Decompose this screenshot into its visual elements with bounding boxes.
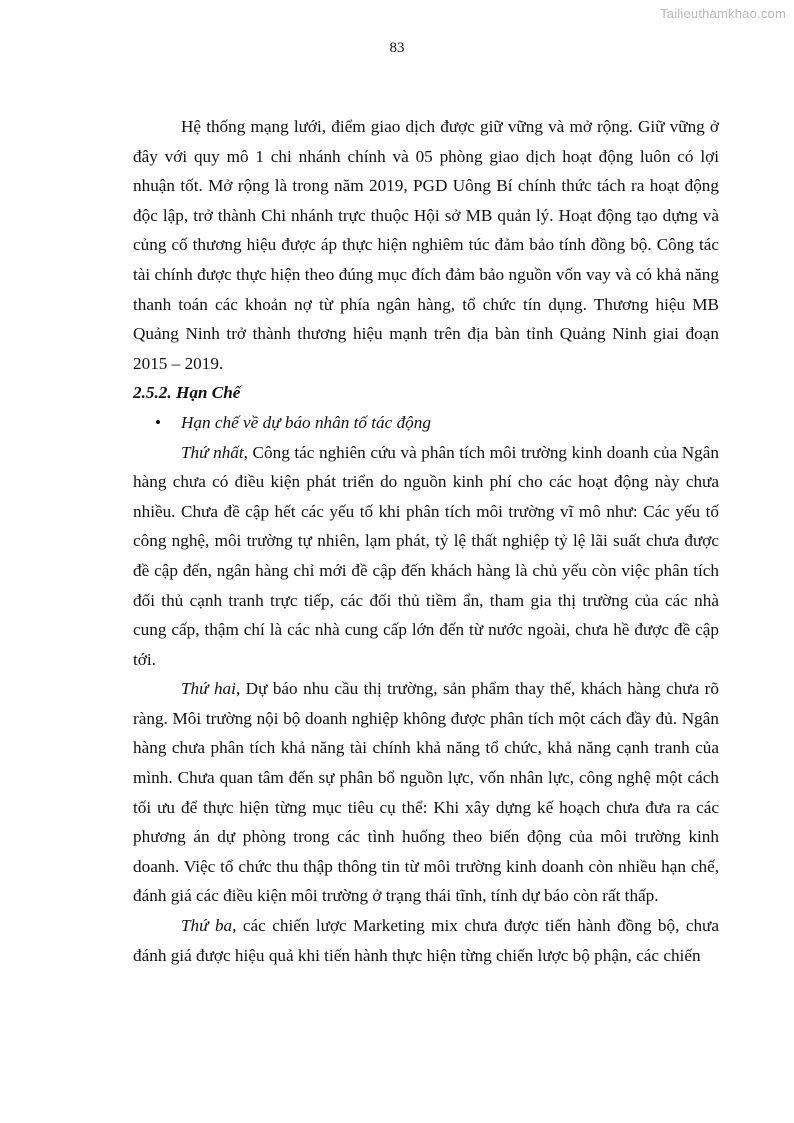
paragraph-network: Hệ thống mạng lưới, điểm giao dịch được giữ vững và mở rộng. Giữ vững ở đây với quy mô 1 chi nhánh chính và 05 phòng giao dịch hoạt động luôn có lợi nhuận tốt. Mở rộng là trong năm 2019, PGD Uông Bí chính thức tách ra hoạt động độc lập, trở thành Chi nhánh trực thuộc Hội sở MB quản lý. Hoạt động tạo dựng và củng cố thương hiệu được áp thực hiện nghiêm túc đảm bảo tính đồng bộ. Công tác tài chính được thực hiện theo đúng mục đích đảm bảo nguồn vốn vay và có khả năng thanh toán các khoản nợ từ phía ngân hàng, tổ chức tín dụng. Thương hiệu MB Quảng Ninh trở thành thương hiệu mạnh trên địa bàn tỉnh Quảng Ninh giai đoạn 2015 – 2019. [133,117,719,373]
bullet-icon: • [155,412,162,432]
section-heading: 2.5.2. Hạn Chế [133,383,241,403]
page-number: 83 [389,40,405,56]
paragraph-lead: Thứ ba, [181,916,237,936]
bullet-item [133,408,719,438]
paragraph-lead: Thứ hai [181,679,236,699]
paragraph-text: các chiến lược Marketing mix chưa được tiến hành đồng bộ, chưa đánh giá được hiệu quả khi tiến hành thực hiện từng chiến lược bộ phận, các chiến [133,916,719,965]
paragraph-text: , Công tác nghiên cứu và phân tích môi trường kinh doanh của Ngân hàng chưa có điều kiện phát triển do nguồn kinh phí cho các hoạt động này chưa nhiều. Chưa đề cập hết các yếu tố khi phân tích môi trường vĩ mô như: Các yếu tố công nghệ, môi trường tự nhiên, lạm phát, tỷ lệ thất nghiệp tỷ lệ lãi suất chưa được đề cập đến, ngân hàng chỉ mới đề cập đến khách hàng là chủ yếu còn việc phân tích đối thủ cạnh tranh trực tiếp, các đối thủ tiềm ẩn, tham gia thị trường của các nhà cung cấp, thậm chí là các nhà cung cấp lớn đến từ nước ngoài, chưa hề được đề cập tới. [133,442,719,669]
paragraph-second [133,674,719,911]
paragraph-first [133,438,719,675]
paragraph-lead: Thứ nhất [181,442,244,462]
document-body [133,112,719,970]
watermark: Tailieuthamkhao.com [660,6,786,21]
paragraph-third [133,911,719,970]
paragraph-text: , Dự báo nhu cầu thị trường, sản phẩm thay thế, khách hàng chưa rõ ràng. Môi trường nội bộ doanh nghiệp không được phân tích một cách đầy đủ. Ngân hàng chưa phân tích khả năng tài chính khả năng tổ chức, khả năng cạnh tranh của mình. Chưa quan tâm đến sự phân bổ nguồn lực, vốn nhân lực, công nghệ một cách tối ưu để thực hiện từng mục tiêu cụ thể: Khi xây dựng kế hoạch chưa đưa ra các phương án dự phòng trong các tình huống theo biến động của môi trường kinh doanh. Việc tổ chức thu thập thông tin từ môi trường kinh doanh còn nhiều hạn chế, đánh giá các điều kiện môi trường ở trạng thái tĩnh, tính dự báo còn rất thấp. [133,679,719,906]
bullet-text: Hạn chế về dự báo nhân tố tác động [181,412,431,432]
